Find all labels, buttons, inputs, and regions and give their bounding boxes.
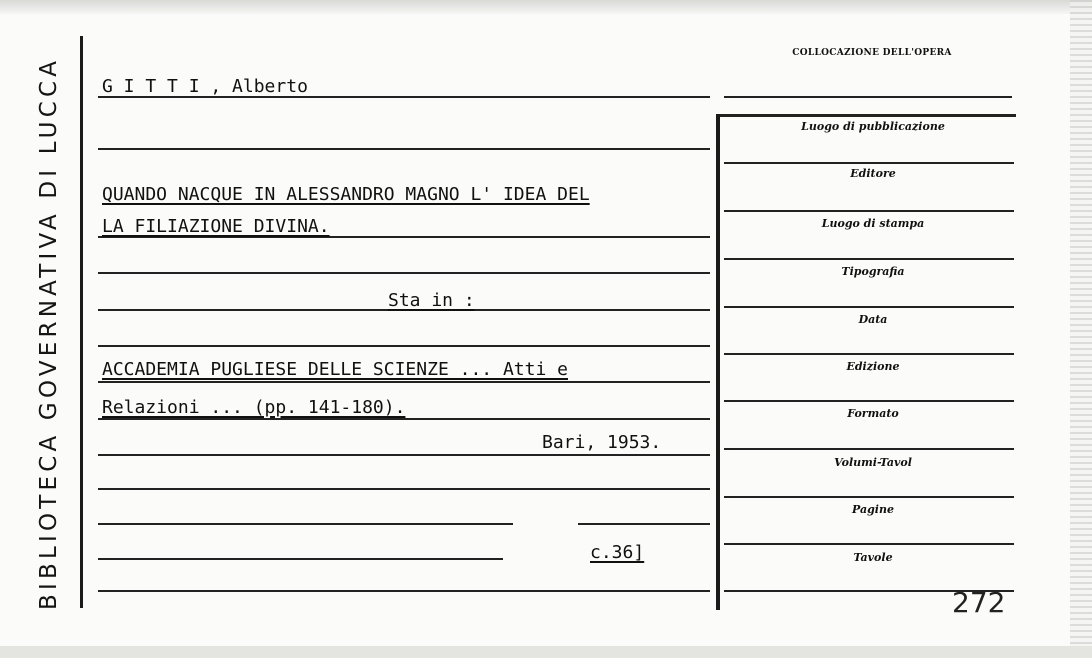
right-ruled-line <box>724 96 1012 98</box>
card-bottom-edge <box>0 646 1092 658</box>
label-data: Data <box>858 313 888 326</box>
card-right-edge <box>1070 0 1092 658</box>
label-luogo-stampa: Luogo di stampa <box>821 217 925 230</box>
ruled-line <box>578 523 710 525</box>
right-ruled-line <box>720 114 1016 117</box>
sta-in-label: Sta in : <box>388 290 475 311</box>
label-luogo-pubblicazione: Luogo di pubblicazione <box>801 120 945 133</box>
label-editore: Editore <box>850 167 896 180</box>
column-divider <box>716 114 720 610</box>
institution-label: BIBLIOTECA GOVERNATIVA DI LUCCA <box>36 56 62 610</box>
title-line-2: LA FILIAZIONE DIVINA. <box>102 216 330 237</box>
source-line-1: ACCADEMIA PUGLIESE DELLE SCIENZE ... Atti e <box>102 359 568 380</box>
right-ruled-line <box>724 543 1014 545</box>
ruled-line <box>98 488 710 490</box>
right-ruled-line <box>724 306 1014 308</box>
right-ruled-line <box>724 353 1014 355</box>
label-tavole: Tavole <box>853 551 893 564</box>
ruled-line <box>98 454 710 456</box>
ruled-line <box>98 558 503 560</box>
ruled-line <box>98 590 710 592</box>
author-name: G I T T I , Alberto <box>102 76 308 97</box>
ruled-line <box>98 418 710 420</box>
right-ruled-line <box>724 162 1014 164</box>
label-tipografia: Tipografia <box>841 265 905 278</box>
right-ruled-line <box>724 496 1014 498</box>
source-line-2: Relazioni ... (pp. 141-180). <box>102 397 406 418</box>
label-edizione: Edizione <box>846 360 900 373</box>
label-formato: Formato <box>847 407 899 420</box>
right-ruled-line <box>724 448 1014 450</box>
label-volumi-tavol: Volumi-Tavol <box>834 456 912 469</box>
label-pagine: Pagine <box>852 503 894 516</box>
handwritten-number: 272 <box>952 586 1006 619</box>
left-margin-rule <box>80 36 83 608</box>
card-top-edge <box>0 0 1092 14</box>
ruled-line <box>98 345 710 347</box>
collocation-header: COLLOCAZIONE DELL'OPERA <box>792 48 952 58</box>
right-ruled-line <box>724 400 1014 402</box>
ruled-line <box>98 523 513 525</box>
ruled-line <box>98 148 710 150</box>
ruled-line <box>98 381 710 383</box>
place-date: Bari, 1953. <box>542 432 662 453</box>
title-line-1: QUANDO NACQUE IN ALESSANDRO MAGNO L' IDEA DEL <box>102 184 590 205</box>
ruled-line <box>98 272 710 274</box>
right-ruled-line <box>724 258 1014 260</box>
shelf-mark: c.36] <box>590 542 645 563</box>
right-ruled-line <box>724 210 1014 212</box>
